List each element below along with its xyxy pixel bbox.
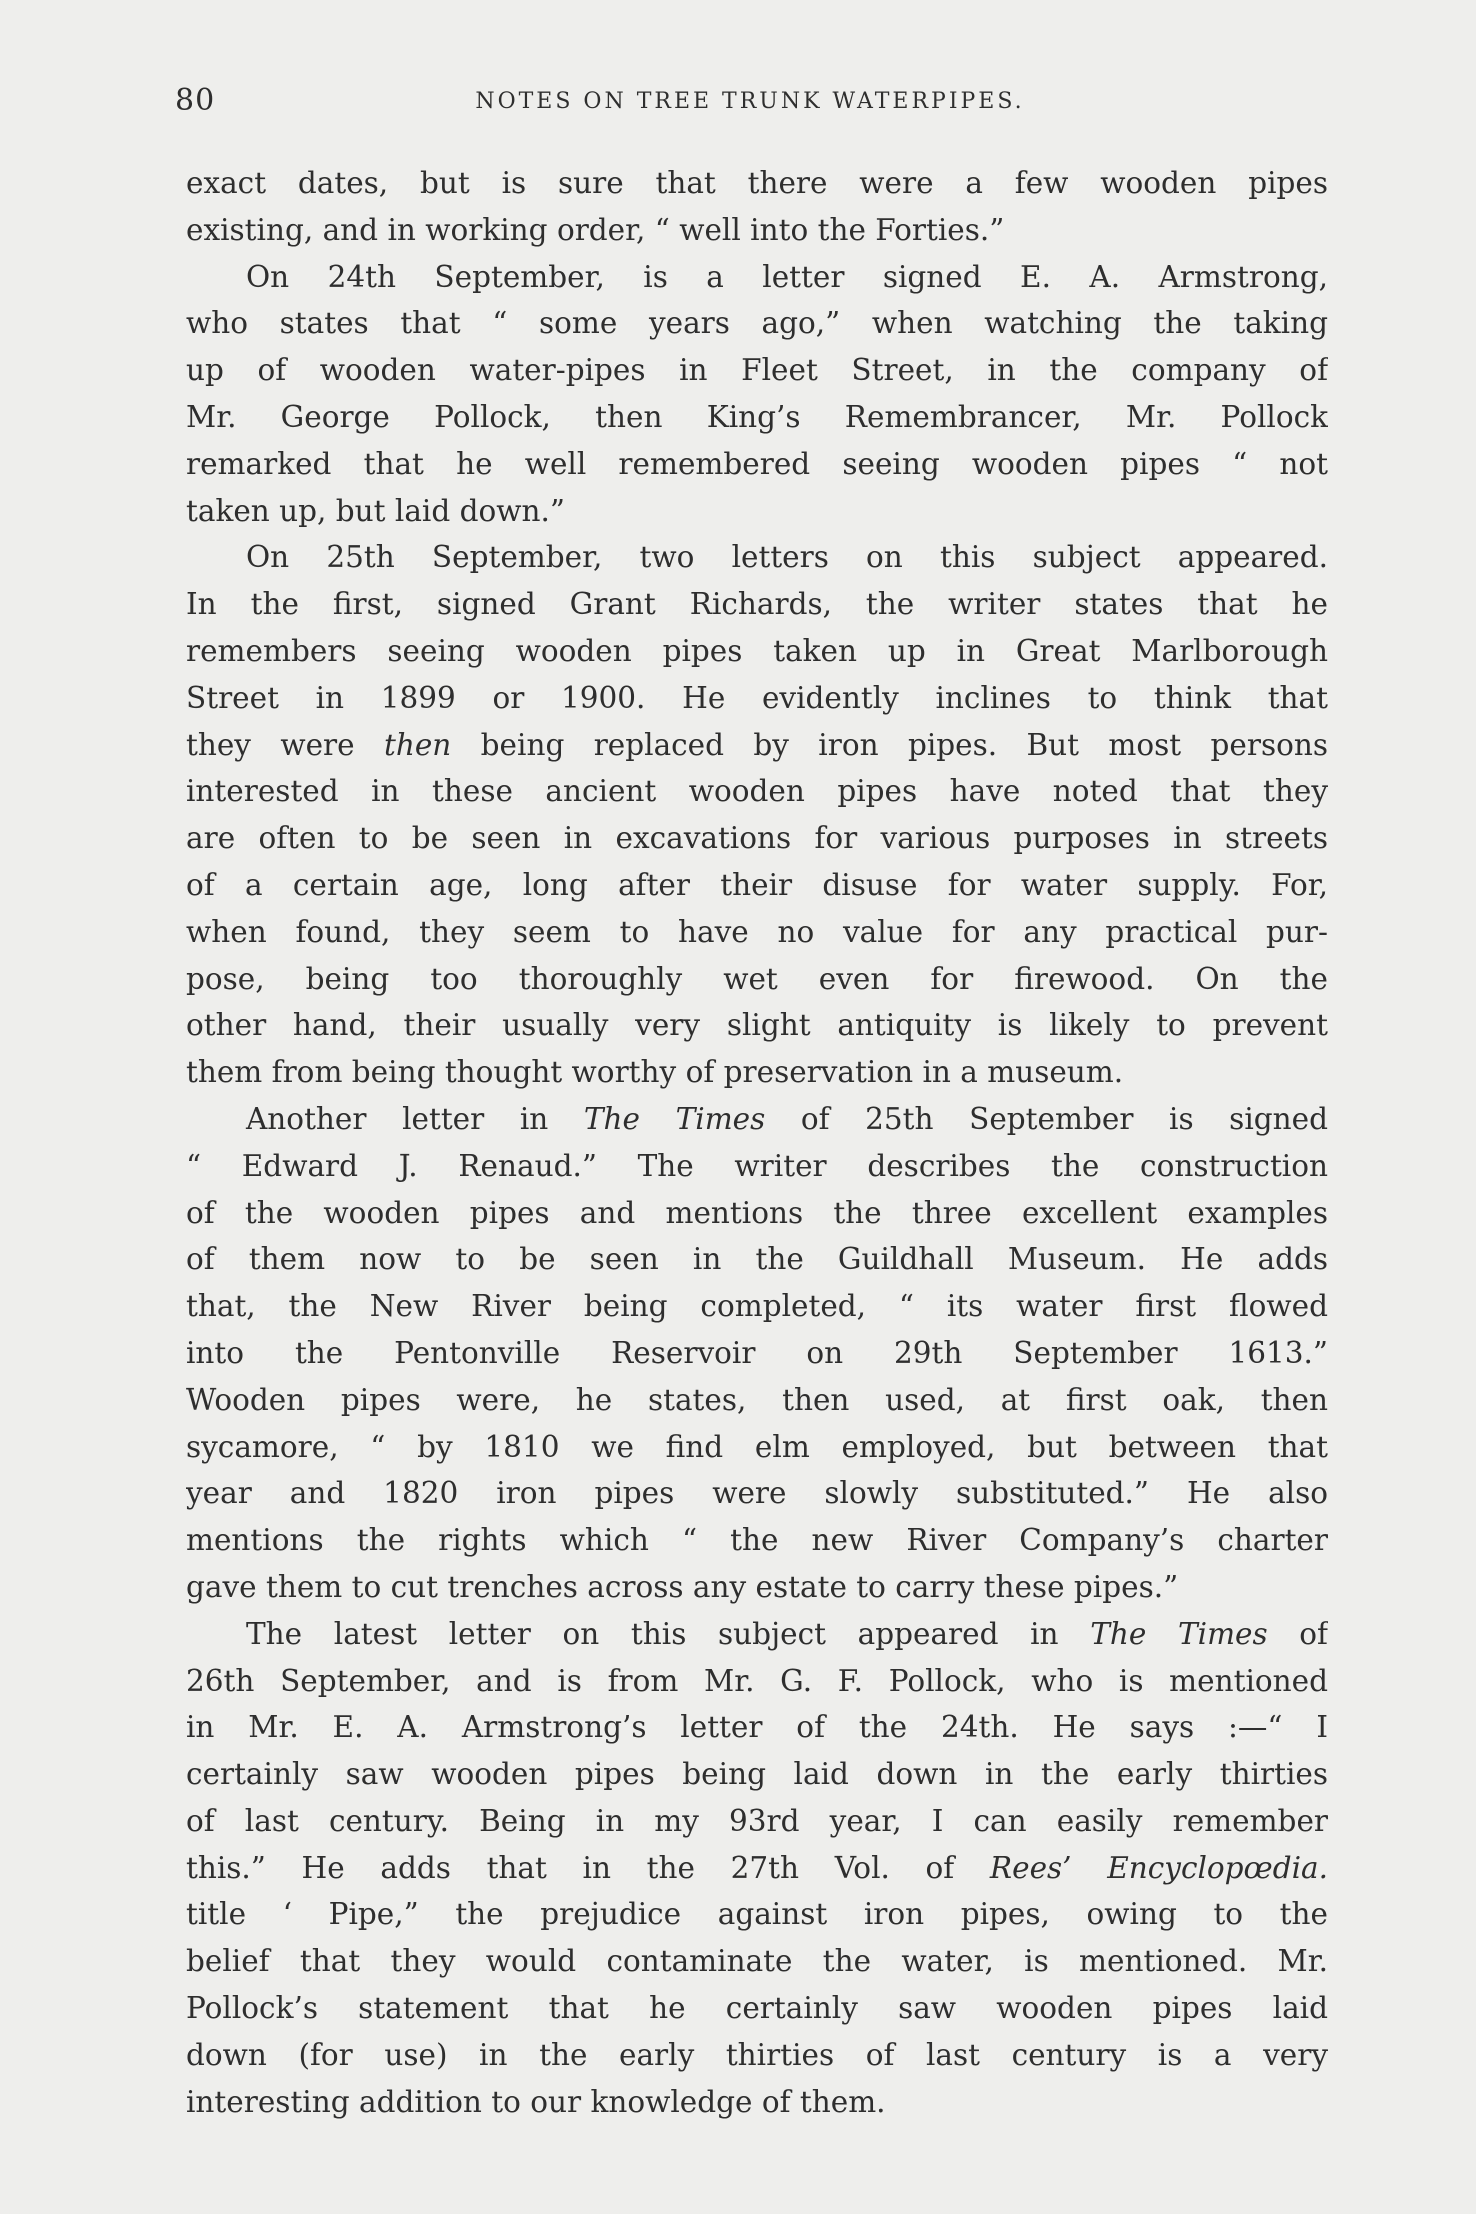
text-line: interesting addition to our knowledge of them. <box>186 2084 886 2119</box>
text-line: into the Pentonville Reservoir on 29th September 1613.” <box>186 1335 1328 1370</box>
text-line: The latest letter on this subject appeared in The Times of <box>246 1616 1328 1651</box>
text-line: 26th September, and is from Mr. G. F. Pollock, who is mentioned <box>186 1663 1328 1698</box>
text-line: are often to be seen in excavations for various purposes in streets <box>186 821 1328 856</box>
text-line: they were then being replaced by iron pipes. But most persons <box>186 727 1328 762</box>
text-line: of the wooden pipes and mentions the three excellent examples <box>186 1195 1328 1230</box>
text-line: of last century. Being in my 93rd year, I can easily remember <box>186 1803 1328 1838</box>
text-line: Pollock’s statement that he certainly saw wooden pipes laid <box>186 1991 1328 2026</box>
text-line: Wooden pipes were, he states, then used, at first oak, then <box>186 1382 1328 1417</box>
text-line: Another letter in The Times of 25th September is signed <box>246 1101 1328 1136</box>
text-line: year and 1820 iron pipes were slowly substituted.” He also <box>186 1476 1328 1511</box>
text-line: certainly saw wooden pipes being laid down in the early thirties <box>186 1757 1328 1792</box>
text-line: In the first, signed Grant Richards, the writer states that he <box>186 587 1328 622</box>
text-line: remembers seeing wooden pipes taken up in Great Marlborough <box>186 633 1328 668</box>
text-line: Street in 1899 or 1900. He evidently inclines to think that <box>186 680 1328 715</box>
text-line: pose, being too thoroughly wet even for firewood. On the <box>186 961 1328 996</box>
italic-text: The Times <box>1090 1616 1268 1651</box>
text-line: exact dates, but is sure that there were a few wooden pipes <box>186 166 1328 200</box>
text-line: other hand, their usually very slight antiquity is likely to prevent <box>186 1008 1328 1043</box>
text-line: down (for use) in the early thirties of last century is a very <box>186 2037 1328 2072</box>
text-line: gave them to cut trenches across any estate to carry these pipes.” <box>186 1569 1179 1604</box>
text-line: On 24th September, is a letter signed E. A. Armstrong, <box>246 259 1328 294</box>
page-header <box>165 83 1335 133</box>
text-line: of a certain age, long after their disuse for water supply. For, <box>186 867 1328 902</box>
text-line: “ Edward J. Renaud.” The writer describes the construction <box>186 1148 1328 1183</box>
text-line: remarked that he well remembered seeing wooden pipes “ not <box>186 446 1328 481</box>
italic-text: The Times <box>583 1101 766 1136</box>
text-line: up of wooden water-pipes in Fleet Street, in the company of <box>186 353 1328 388</box>
text-line: title ‘ Pipe,” the prejudice against iron pipes, owing to the <box>186 1897 1328 1932</box>
body-text <box>186 160 1328 2125</box>
text-line: belief that they would contaminate the water, is mentioned. Mr. <box>186 1944 1328 1979</box>
running-title: NOTES ON TREE TRUNK WATERPIPES. <box>475 89 1025 114</box>
text-line: in Mr. E. A. Armstrong’s letter of the 24th. He says :—“ I <box>186 1710 1328 1745</box>
text-line: when found, they seem to have no value for any practical pur- <box>186 914 1328 949</box>
text-line: mentions the rights which “ the new River Company’s charter <box>186 1523 1328 1558</box>
text-line: interested in these ancient wooden pipes have noted that they <box>186 774 1328 809</box>
italic-text: then <box>383 727 452 762</box>
text-line: taken up, but laid down.” <box>186 493 565 528</box>
text-line: sycamore, “ by 1810 we find elm employed, but between that <box>186 1429 1328 1464</box>
text-line: this.” He adds that in the 27th Vol. of Rees’ Encyclopœdia. <box>186 1850 1328 1885</box>
text-line: who states that “ some years ago,” when watching the taking <box>186 306 1328 341</box>
page-number: 80 <box>175 83 216 118</box>
text-line: of them now to be seen in the Guildhall Museum. He adds <box>186 1242 1328 1277</box>
italic-text: Rees’ Encyclopœdia. <box>989 1850 1328 1885</box>
text-line: that, the New River being completed, “ its water first flowed <box>186 1289 1328 1324</box>
text-line: Mr. George Pollock, then King’s Remembrancer, Mr. Pollock <box>186 399 1328 434</box>
text-line: existing, and in working order, “ well into the Forties.” <box>186 212 1005 247</box>
text-line: On 25th September, two letters on this subject appeared. <box>246 540 1328 575</box>
text-line: them from being thought worthy of preservation in a museum. <box>186 1055 1124 1090</box>
